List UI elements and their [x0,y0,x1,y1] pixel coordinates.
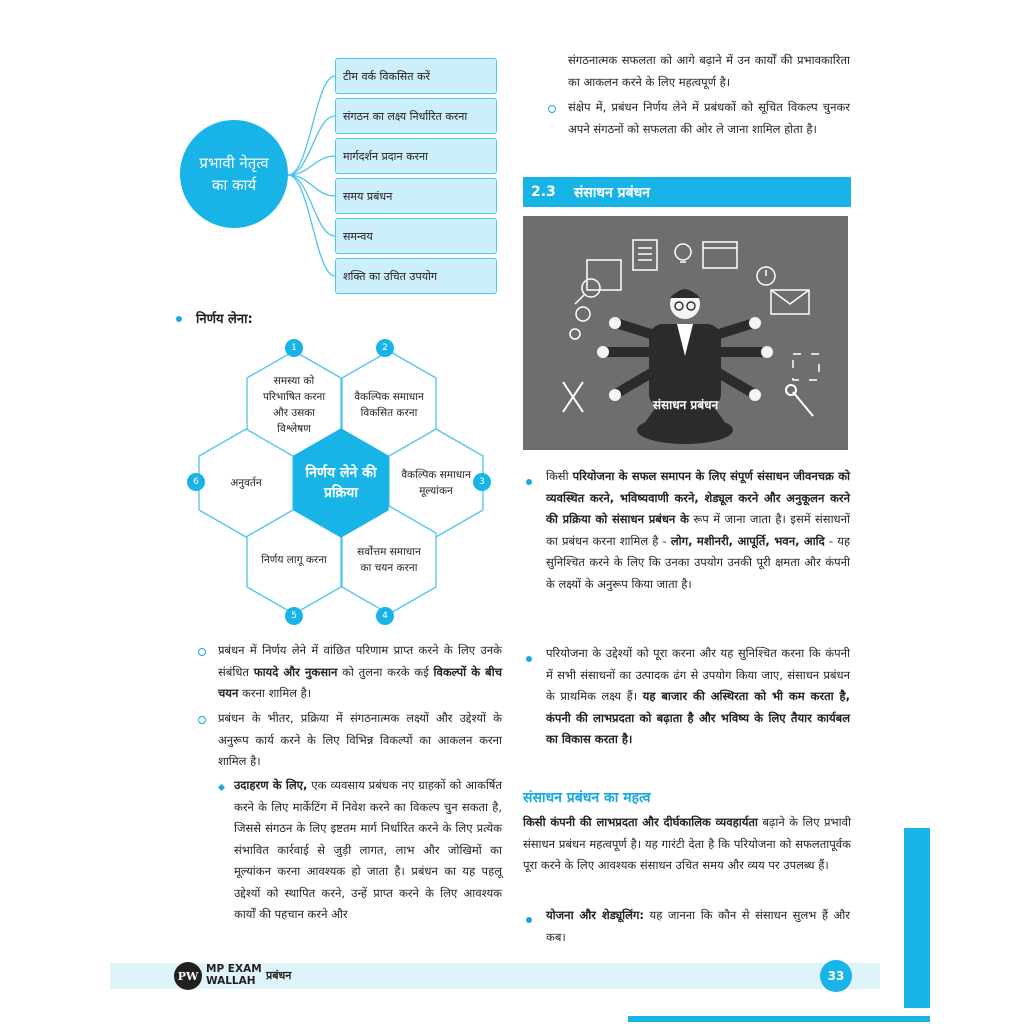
step-number-badge: 5 [285,607,303,625]
pw-logo: PW [174,962,202,990]
leadership-circle [180,120,288,228]
decision-heading: निर्णय लेना: [196,312,253,327]
hex-step-label: वैकल्पिक समाधान मूल्यांकन [401,469,471,497]
section-title: संसाधन प्रबंधन [573,184,650,201]
bottom-accent-line [628,1016,930,1022]
corner-accent [904,828,930,1008]
gear-icon [576,307,590,321]
planning-paragraph: योजना और शेड्यूलिंग: यह जानना कि कौन से संसाधन सुलभ हैं और कब। [546,908,851,944]
focus-icon [793,354,819,380]
bullet-ring [198,716,206,724]
magnifier-icon [582,279,600,297]
resource-definition-paragraph: किसी परियोजना के सफल समापन के लिए संपूर्ण संसाधन जीवनचक्र को व्यवस्थित करने, भविष्यवाणी करने, शेड्यूल करने और अनुकूलन करने की प्रक्रिया को संसाधन प्रबंधन के रूप में जाना जाता है। इसमें संसाधनों का प्रबंधन करना शामिल है - लोग, मशीनरी, आपूर्ति, भवन, आदि - यह सुनिश्चित करने के लिए कि उनका उपयोग उनकी पूरी क्षमता और कंपनी के लक्ष्यों के अनुरूप किया जाता है। [546,469,851,591]
brand-name: MP EXAM WALLAH [206,963,262,987]
hex-step-label: अनुवर्तन [230,477,262,489]
step-number-badge: 3 [473,473,491,491]
section-header [523,177,851,207]
gear-icon [570,329,580,339]
hex-step-label: सर्वोत्तम समाधान का चयन करना [357,546,421,574]
bullet-dot [176,316,182,322]
bullet-ring [548,105,556,113]
page-number: 33 [820,960,852,992]
step-number-badge: 2 [376,339,394,357]
importance-heading: संसाधन प्रबंधन का महत्व [523,790,651,806]
bulb-icon [675,244,691,260]
leadership-item: संगठन का लक्ष्य निर्धारित करना [335,98,497,134]
bullet-ring [198,648,206,656]
leadership-item: समन्वय [335,218,497,254]
bullet-diamond [218,784,225,791]
importance-paragraph: किसी कंपनी की लाभप्रदता और दीर्घकालिक व्यवहार्यता बढ़ाने के लिए प्रभावी संसाधन प्रबंधन महत्वपूर्ण है। यह गारंटी देता है कि परियोजना को सफलतापूर्वक पूरा करने के लिए आवश्यक संसाधन उचित समय और व्यय पर उपलब्ध हैं। [523,815,851,872]
hex-center [293,428,389,538]
step-number-badge: 6 [187,473,205,491]
resource-management-illustration [523,216,848,450]
step-number-badge: 4 [376,607,394,625]
illustration-caption: संसाधन प्रबंधन [652,398,719,412]
chart-icon [587,260,621,290]
hex-center-label: निर्णय लेने की प्रक्रिया [305,465,377,501]
hex-step-label: वैकल्पिक समाधान विकसित करना [354,391,424,419]
illustration-graphic [523,216,848,450]
mindmap-connectors [0,0,1024,320]
leadership-title: प्रभावी नेतृत्व का कार्य [199,154,269,194]
example-paragraph: उदाहरण के लिए, एक व्यवसाय प्रबंधक नए ग्राहकों को आकर्षित करने के लिए मार्केटिंग में निवेश करने का विकल्प चुन सकता है, जिससे संगठन के लिए इष्टतम मार्ग निर्धारित करने के लिए प्रत्येक संभावित कार्रवाई से जुड़ी लागत, लाभ और जोखिमों का मूल्यांकन करना आवश्यक हो जाता है। प्रबंधन का यह पहलू उद्देश्यों को स्थापित करने, उन्हें प्राप्त करने के लिए आवश्यक कार्यों की पहचान करने और [234,778,502,921]
section-number: 2.3 [531,184,556,200]
footer-chapter-label: प्रबंधन [266,969,292,982]
bullet-dot [526,479,532,485]
leadership-item: टीम वर्क विकसित करें [335,58,497,94]
bullet-dot [526,656,532,662]
decision-paragraph-2: प्रबंधन के भीतर, प्रक्रिया में संगठनात्मक लक्ष्यों और उद्देश्यों के अनुरूप कार्य करने के लिए विभिन्न विकल्पों का आकलन करना शामिल है। [218,711,502,768]
intro-paragraph: संगठनात्मक सफलता को आगे बढ़ाने में उन कार्यों की प्रभावकारिता का आकलन करने के लिए महत्वपूर्ण है। [568,53,850,89]
summary-paragraph: संक्षेप में, प्रबंधन निर्णय लेने में प्रबंधकों को सूचित विकल्प चुनकर अपने संगठनों को सफलता की ओर ले जाना शामिल होता है। [568,100,850,136]
bullet-dot [526,917,532,923]
decision-paragraph-1: प्रबंधन में निर्णय लेने में वांछित परिणाम प्राप्त करने के लिए उनके संबंधित फायदे और नुकसान को तुलना करके कई विकल्पों के बीच चयन करना शामिल है। [218,643,502,700]
resource-goals-paragraph: परियोजना के उद्देश्यों को पूरा करना और यह सुनिश्चित करना कि कंपनी में सभी संसाधनों का उत्पादक ढंग से उपयोग किया जाए, संसाधन प्रबंधन के प्राथमिक लक्ष्य हैं। यह बाजार की अस्थिरता को भी कम करता है, कंपनी की लाभप्रदता को बढ़ाता है और भविष्य के लिए तैयार कार्यबल का विकास करता है। [546,646,850,746]
hex-step-6 [198,428,294,538]
person-figure [637,289,733,444]
hex-step-label: समस्या को परिभाषित करना और उसका विश्लेषण [262,375,326,435]
leadership-item: शक्ति का उचित उपयोग [335,258,497,294]
step-number-badge: 1 [285,339,303,357]
hex-step-label: निर्णय लागू करना [261,554,327,566]
browser-icon [703,242,737,268]
leadership-item: समय प्रबंधन [335,178,497,214]
document-icon [633,240,657,270]
leadership-item: मार्गदर्शन प्रदान करना [335,138,497,174]
